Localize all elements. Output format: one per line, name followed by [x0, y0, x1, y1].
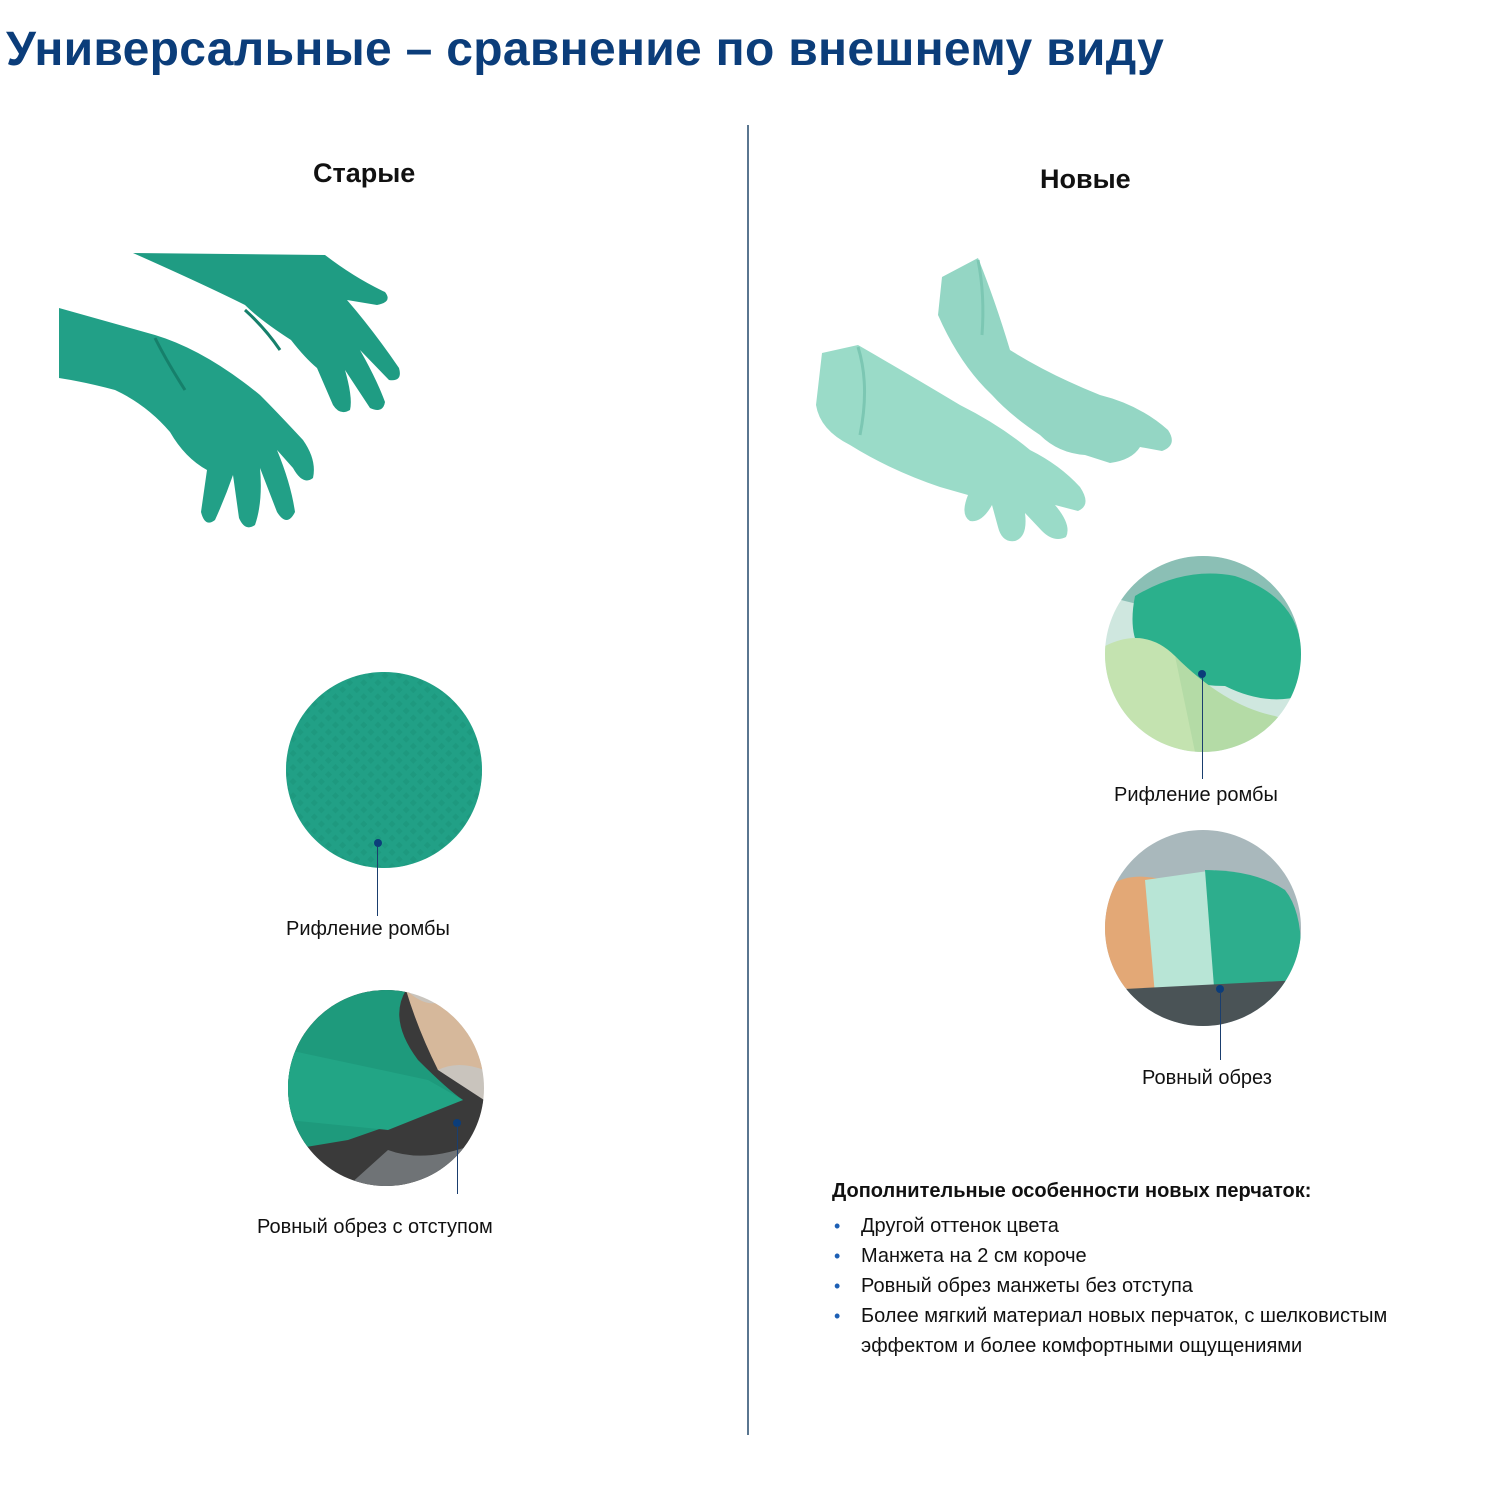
new-cuff-closeup — [1105, 830, 1301, 1026]
old-texture-label: Рифление ромбы — [286, 918, 450, 940]
feature-item-text: Манжета на 2 см короче — [861, 1245, 1087, 1267]
old-cuff-closeup — [288, 990, 484, 1186]
old-cuff-label: Ровный обрез с отступом — [257, 1216, 493, 1238]
new-cuff-label: Ровный обрез — [1142, 1067, 1272, 1089]
new-column-heading: Новые — [1040, 164, 1131, 194]
feature-item-text: Более мягкий материал новых перчаток, с шелковистым эффектом и более комфортными ощущениями — [861, 1305, 1388, 1357]
bullet-icon: • — [834, 1216, 841, 1236]
bullet-icon: • — [834, 1276, 841, 1296]
old-texture-marker — [374, 839, 382, 847]
old-gloves-photo — [55, 250, 405, 540]
new-texture-label: Рифление ромбы — [1114, 784, 1278, 806]
features-list — [832, 1211, 1432, 1361]
feature-item — [832, 1241, 1432, 1271]
old-column-heading: Старые — [313, 158, 416, 188]
new-texture-closeup — [1105, 556, 1301, 752]
bullet-icon: • — [834, 1246, 841, 1266]
feature-item-text: Другой оттенок цвета — [861, 1215, 1059, 1237]
features-heading: Дополнительные особенности новых перчаток: — [832, 1180, 1312, 1202]
old-texture-closeup — [286, 672, 482, 868]
feature-item — [832, 1301, 1432, 1361]
bullet-icon: • — [834, 1306, 841, 1326]
new-texture-leader-line — [1202, 677, 1203, 779]
new-gloves-photo — [810, 255, 1180, 550]
column-divider — [747, 125, 749, 1435]
new-gloves-features — [832, 1180, 1432, 1361]
feature-item-text: Ровный обрез манжеты без отступа — [861, 1275, 1193, 1297]
old-cuff-leader-line — [457, 1126, 458, 1194]
old-texture-leader-line — [377, 846, 378, 916]
feature-item — [832, 1211, 1432, 1241]
feature-item — [832, 1271, 1432, 1301]
new-cuff-leader-line — [1220, 992, 1221, 1060]
page-title: Универсальные – сравнение по внешнему виду — [6, 23, 1165, 76]
